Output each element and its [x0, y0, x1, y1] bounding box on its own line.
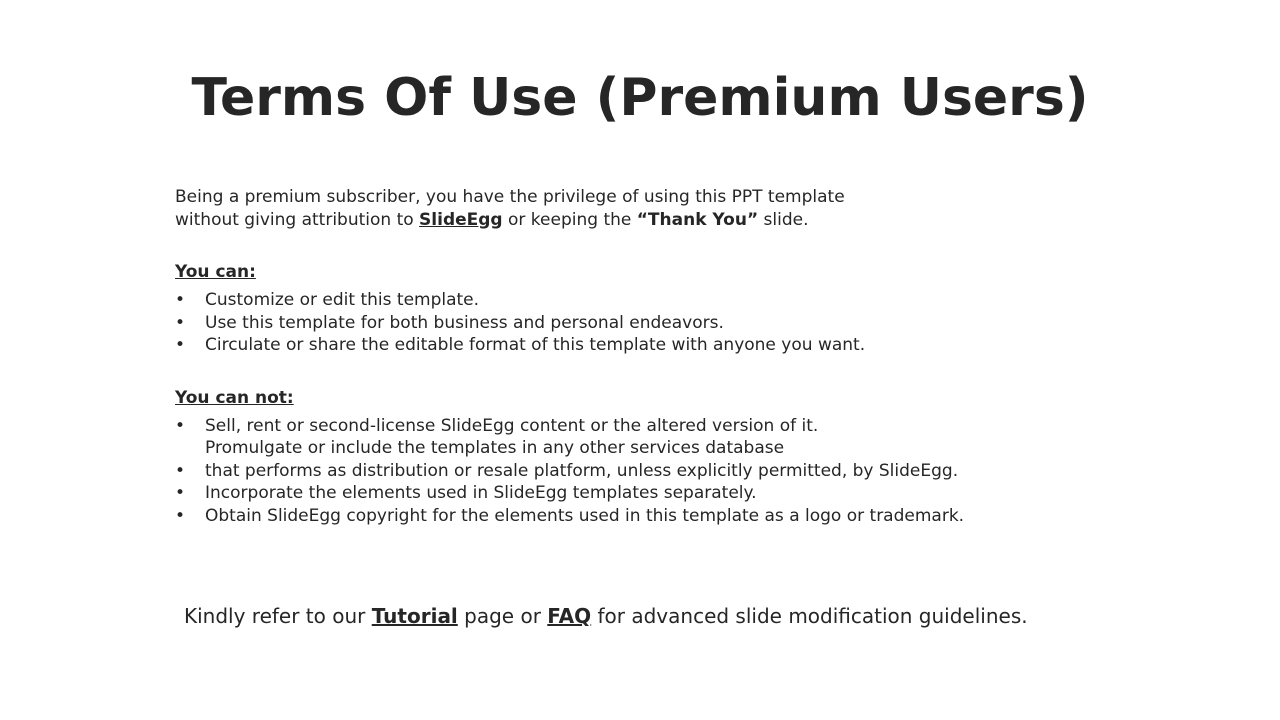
tutorial-link[interactable]: Tutorial: [371, 604, 458, 628]
bullet-icon: •: [175, 312, 186, 333]
list-item: [175, 334, 1075, 357]
bullet-icon: •: [175, 505, 186, 526]
you-can-list: [175, 289, 1075, 357]
bullet-icon: •: [175, 483, 186, 503]
bullet-icon: •: [175, 290, 186, 310]
list-item-text: Customize or edit this template.: [205, 290, 480, 310]
footer-suffix: for advanced slide modification guidelines.: [591, 604, 1028, 628]
list-item-text: Promulgate or include the templates in any other services database: [205, 438, 785, 458]
list-item-text: Incorporate the elements used in SlideEgg templates separately.: [205, 483, 757, 503]
intro-line-2-suffix: slide.: [758, 209, 809, 230]
list-item: [175, 460, 1075, 483]
list-item-text: that performs as distribution or resale platform, unless explicitly permitted, by SlideEgg.: [205, 460, 959, 481]
bullet-icon: •: [175, 460, 186, 481]
list-item: [175, 505, 1075, 528]
footer-mid: page or: [457, 604, 548, 628]
footer-note: [184, 602, 1028, 630]
list-item: [175, 415, 1075, 438]
list-item: [175, 289, 1075, 312]
you-can-not-heading: You can not:: [175, 387, 294, 408]
intro-line-2-prefix: without giving attribution to: [175, 209, 420, 230]
list-item-text: Obtain SlideEgg copyright for the elements used in this template as a logo or trademark.: [205, 505, 965, 526]
slideegg-link[interactable]: SlideEgg: [419, 209, 503, 230]
faq-link[interactable]: FAQ: [547, 604, 592, 628]
thank-you-text: “Thank You”: [636, 209, 759, 230]
list-item-text: Sell, rent or second-license SlideEgg content or the altered version of it.: [205, 415, 819, 436]
list-item: [175, 482, 1075, 505]
you-can-not-list: [175, 415, 1075, 528]
intro-line-1: Being a premium subscriber, you have the privilege of using this PPT template: [175, 187, 845, 207]
intro-paragraph: [175, 186, 1075, 231]
page-title: Terms Of Use (Premium Users): [191, 68, 1089, 128]
list-item: [175, 312, 1075, 335]
list-item: [175, 437, 1075, 460]
bullet-icon: •: [175, 415, 186, 436]
list-item-text: Use this template for both business and personal endeavors.: [205, 312, 724, 333]
you-can-heading: You can:: [175, 262, 256, 282]
intro-line-2-mid: or keeping the: [502, 209, 637, 230]
footer-prefix: Kindly refer to our: [184, 604, 372, 628]
list-item-text: Circulate or share the editable format of this template with anyone you want.: [205, 335, 866, 355]
terms-content: [175, 186, 1075, 527]
bullet-icon: •: [175, 335, 186, 355]
